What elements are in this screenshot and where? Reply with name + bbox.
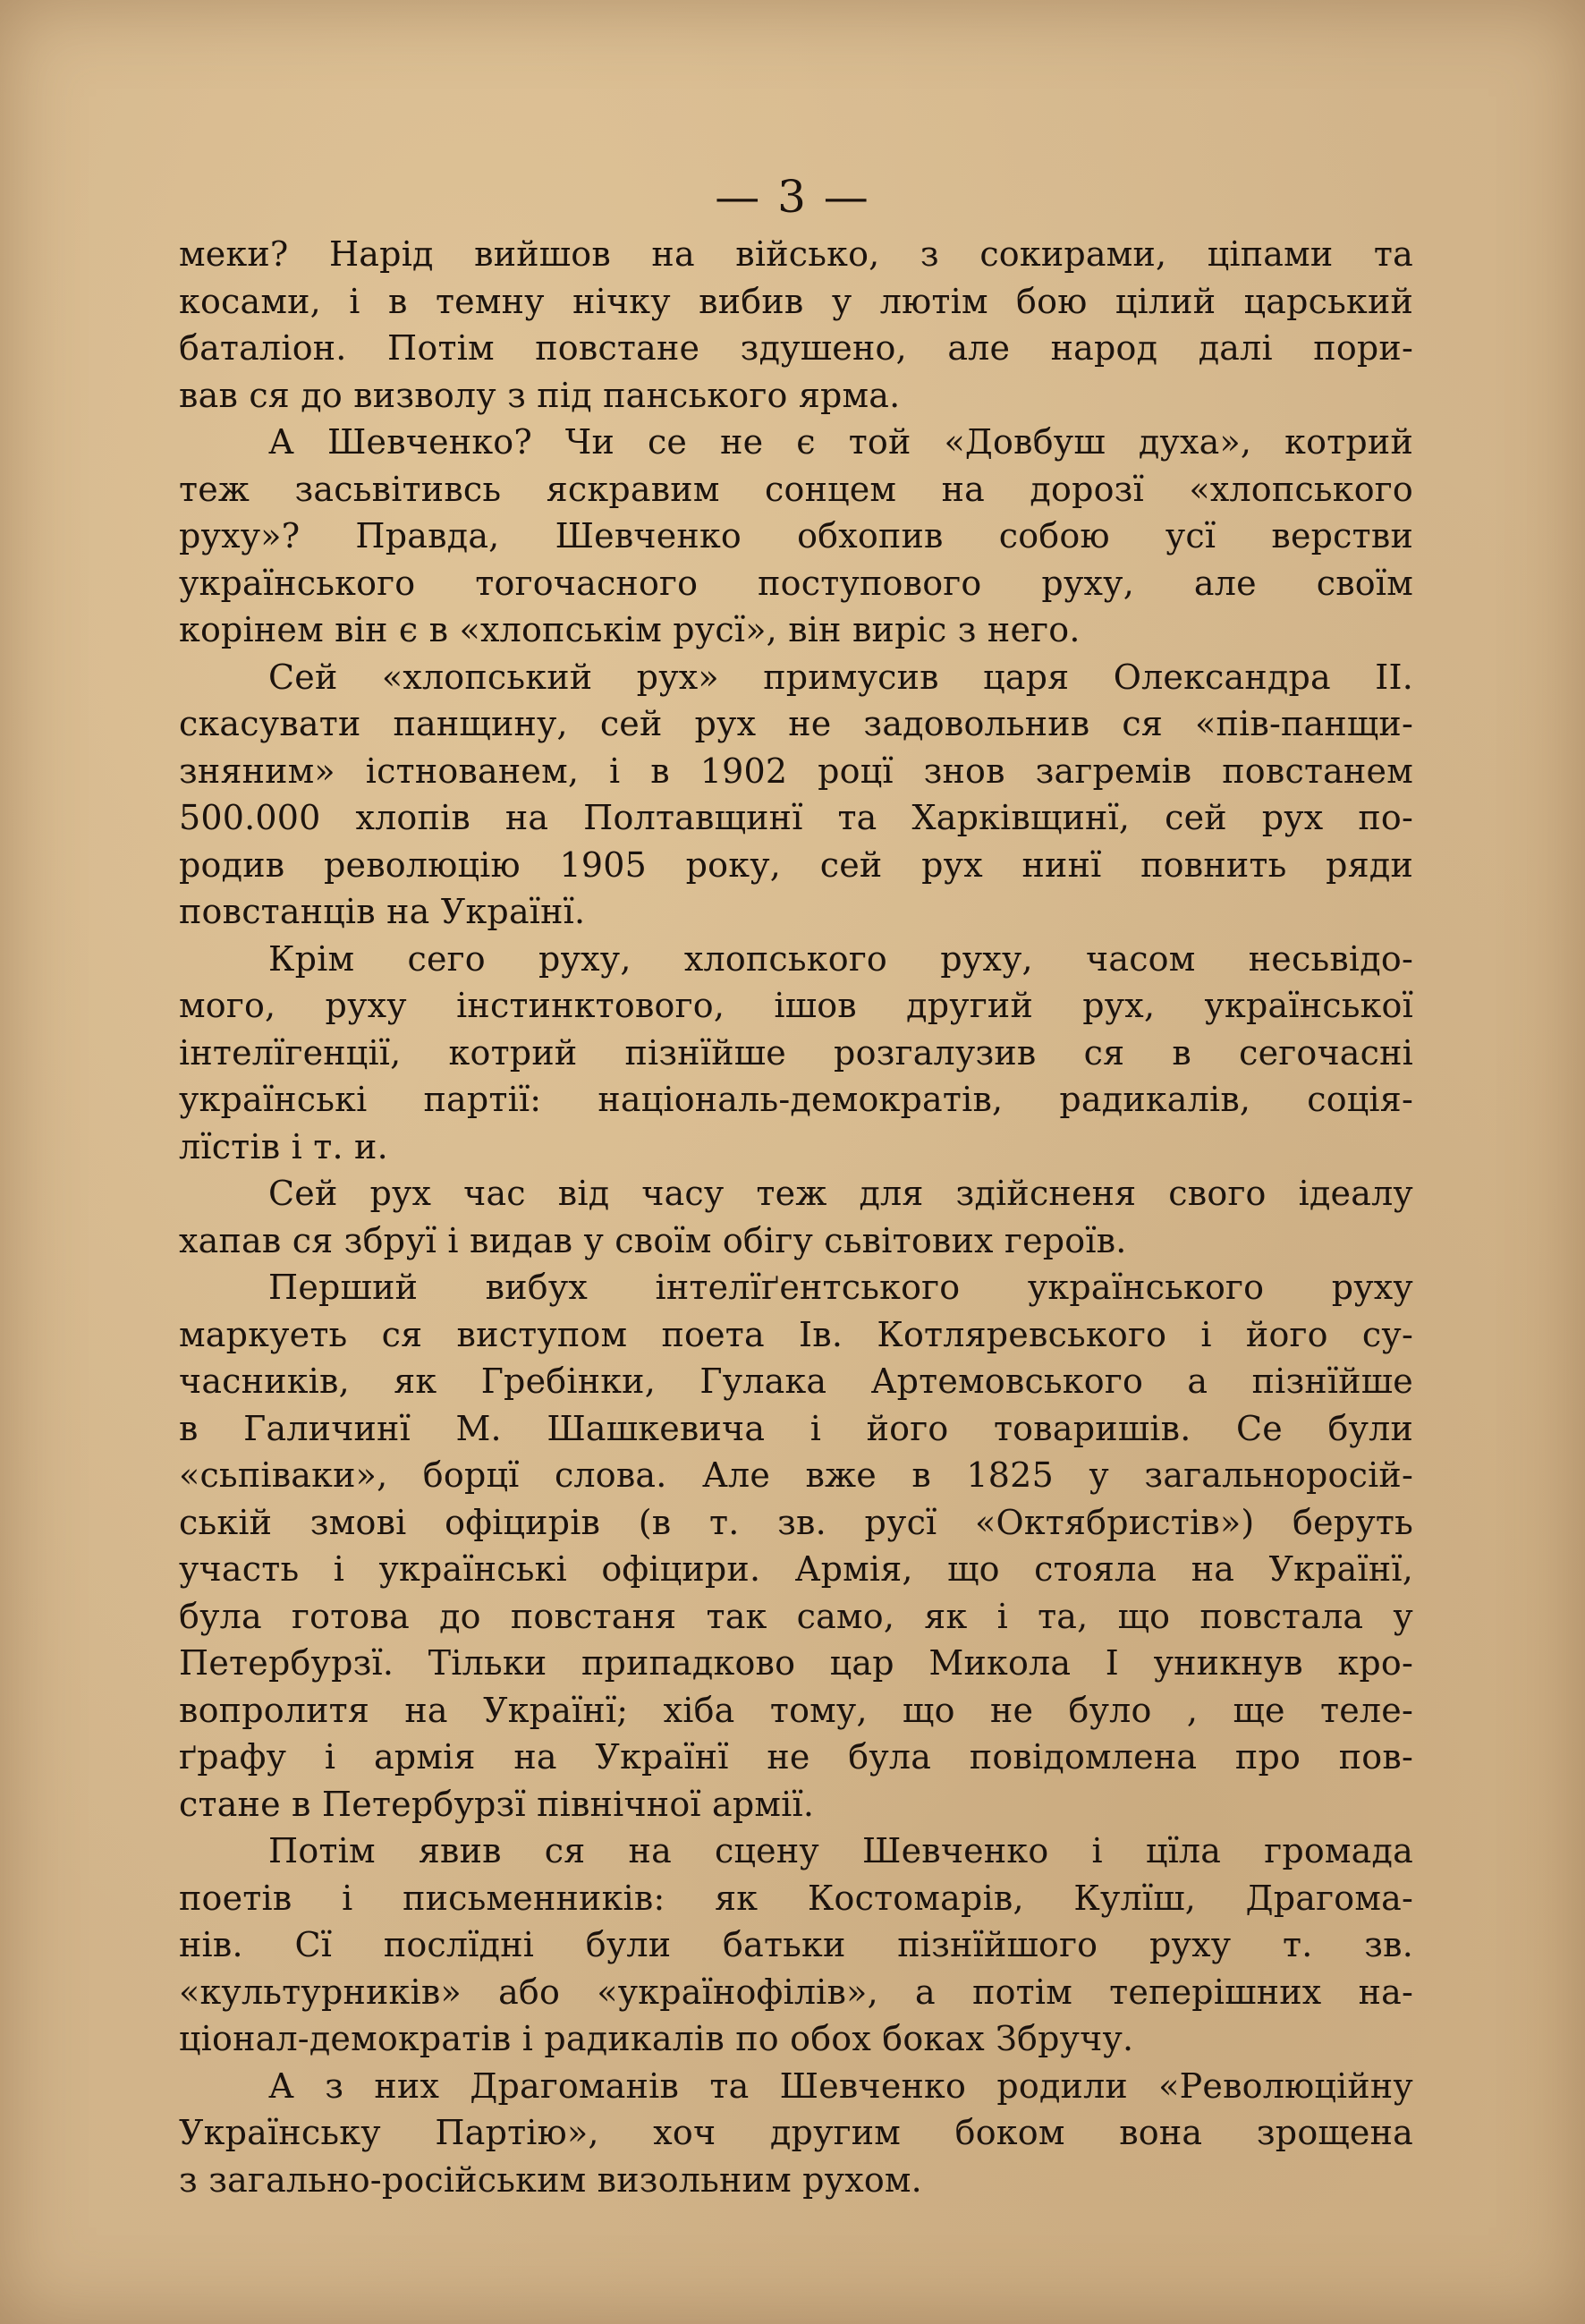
text-line: ґрафу і армія на Українї не була повідомлена про пов-	[179, 1737, 1413, 1777]
text-line: «сьпіваки», борцї слова. Але вже в 1825 у загальноросій-	[179, 1455, 1413, 1495]
text-line: корінем він є в «хлопськім русї», він виріс з него.	[179, 610, 1081, 649]
text-line: хапав ся збруї і видав у своїм обігу сьвітових героїв.	[179, 1220, 1127, 1260]
text-line: баталіон. Потім повстане здушено, але народ далі пори-	[179, 328, 1413, 368]
text-line: ціонал-демократів і радикалів по обох боках Збручу.	[179, 2019, 1134, 2058]
text-line: А Шевченко? Чи се не є той «Довбуш духа», котрий	[268, 422, 1413, 462]
text-line: Потім явив ся на сцену Шевченко і цїла громада	[268, 1831, 1413, 1870]
text-line: з загально-російським визольним рухом.	[179, 2159, 922, 2200]
text-line: вав ся до визволу з під панського ярма.	[179, 375, 901, 415]
text-line: «культурників» або «украïнофілів», а потім теперішних на-	[179, 1972, 1413, 2012]
text-line: лїстів і т. и.	[179, 1126, 388, 1166]
text-line: українського тогочасного поступового руху, але своїм	[179, 563, 1413, 603]
text-line: Перший вибух інтелїґентського українського руху	[268, 1268, 1413, 1307]
text-line: українські партії: національ-демократів, радикалів, соція-	[179, 1080, 1413, 1119]
text-line: повстанців на Українї.	[179, 892, 586, 931]
body-text	[179, 231, 1413, 2203]
text-line: Українську Партію», хоч другим боком вона зрощена	[179, 2113, 1413, 2152]
text-line: стане в Петербурзї північної армії.	[179, 1784, 815, 1824]
text-line: часників, як Гребінки, Гулака Артемовського а пізнїйше	[179, 1361, 1413, 1401]
text-line: теж засьвітивсь яскравим сонцем на дорозї «хлопського	[179, 469, 1413, 509]
text-line: 500.000 хлопів на Полтавщинї та Харківщинї, сей рух по-	[179, 798, 1413, 837]
text-line: А з них Драгоманів та Шевченко родили «Революційну	[268, 2065, 1413, 2106]
text-line: маркуеть ся виступом поета Ів. Котляревського і його су-	[179, 1314, 1413, 1354]
text-line: нів. Сї послїдні були батьки пізнїйшого руху т. зв.	[179, 1925, 1413, 1964]
text-line: Крім сего руху, хлопського руху, часом несьвідо-	[268, 938, 1413, 979]
text-line: Петербурзї. Тільки припадково цар Микола I уникнув кро-	[179, 1643, 1413, 1683]
text-line: косами, і в темну нічку вибив у лютім бою цілий царський	[179, 281, 1413, 321]
text-line: Сей рух час від часу теж для здійсненя свого ідеалу	[268, 1174, 1413, 1213]
text-line: меки? Нарід вийшов на військо, з сокирами, ціпами та	[179, 234, 1413, 274]
page-number: — 3 —	[715, 171, 870, 223]
text-line: мого, руху інстинктового, ішов другий рух, української	[179, 986, 1413, 1025]
text-line: ській змові офіцирів (в т. зв. русї «Октябристів») беруть	[179, 1502, 1413, 1542]
text-line: родив революцію 1905 року, сей рух нинї повнить ряди	[179, 844, 1413, 885]
text-line: зняним» істнованем, і в 1902 роцї знов загремів повстанем	[179, 751, 1413, 791]
text-line: інтелїгенції, котрий пізнїйше розгалузив ся в сегочасні	[179, 1032, 1413, 1073]
text-line: поетів і письменників: як Костомарів, Кулїш, Драгома-	[179, 1878, 1413, 1918]
text-line: Сей «хлопський рух» примусив царя Олександра II.	[268, 657, 1413, 697]
text-line: в Галичинї М. Шашкевича і його товаришів. Се були	[179, 1408, 1413, 1448]
text-line: скасувати панщину, сей рух не задовольнив ся «пів-панщи-	[179, 704, 1413, 743]
text-line: вопролитя на Українї; хіба тому, що не було , ще теле-	[179, 1690, 1413, 1730]
text-line: участь і українські офіцири. Армія, що стояла на Українї,	[179, 1549, 1413, 1589]
text-line: руху»? Правда, Шевченко обхопив собою усї верстви	[179, 516, 1413, 556]
text-line: була готова до повстаня так само, як і та, що повстала у	[179, 1596, 1413, 1636]
